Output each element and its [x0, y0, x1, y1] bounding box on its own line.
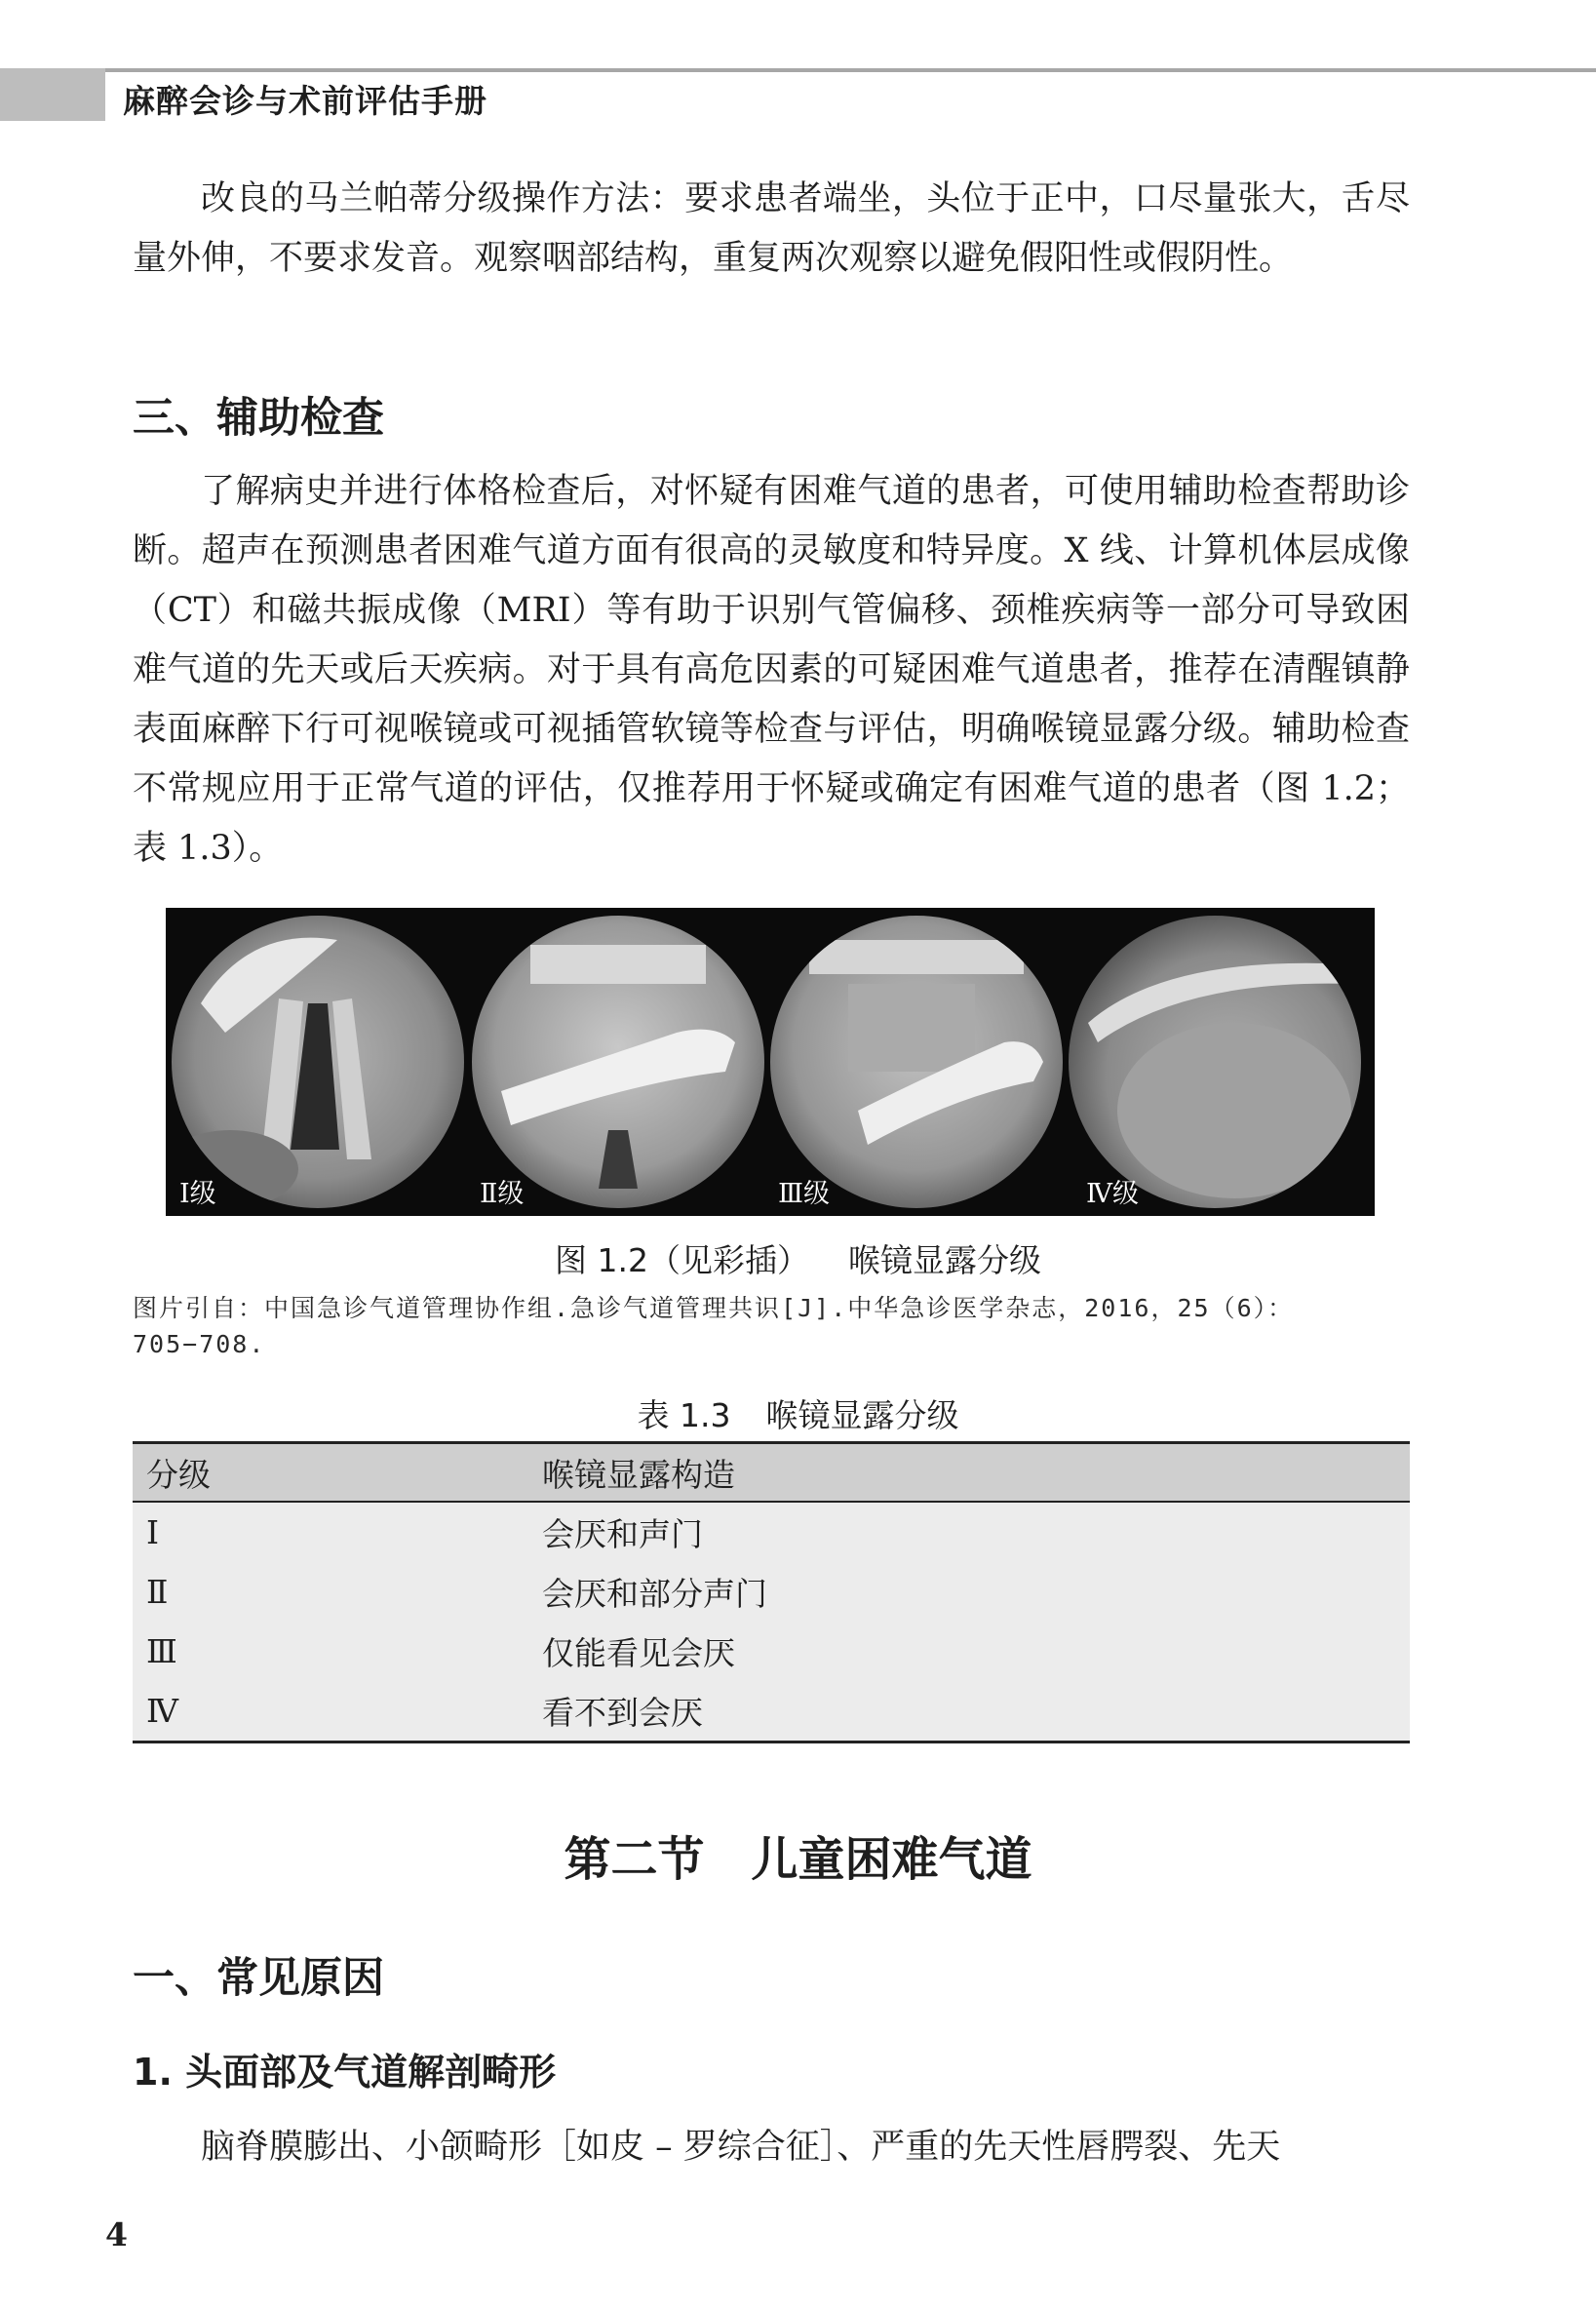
header-rule	[105, 68, 1596, 72]
laryngoscope-grade-table	[133, 1441, 1410, 1743]
running-header-title: 麻醉会诊与术前评估手册	[123, 82, 487, 120]
table-cell-grade: Ⅰ	[133, 1502, 528, 1562]
figure-source-note: 图片引自：中国急诊气道管理协作组.急诊气道管理共识[J].中华急诊医学杂志，2016，25（6）：705−708.	[133, 1294, 1295, 1358]
table-row	[133, 1681, 1410, 1742]
table-cell-grade: Ⅳ	[133, 1681, 528, 1742]
laryngoscope-image-grade-1	[172, 916, 464, 1208]
figure-caption-number: 图 1.2（见彩插）	[555, 1241, 809, 1279]
table-header-structure: 喉镜显露构造	[528, 1443, 1410, 1503]
laryngoscope-image-grade-2	[472, 916, 764, 1208]
table-cell-grade: Ⅲ	[133, 1622, 528, 1681]
figure-label-grade-4: Ⅳ级	[1086, 1179, 1139, 1209]
malformation-paragraph: 脑脊膜膨出、小颌畸形［如皮 – 罗综合征］、严重的先天性唇腭裂、先天	[201, 2128, 1281, 2167]
figure-caption	[0, 1235, 1596, 1281]
section-heading-auxiliary-exam: 三、辅助检查	[133, 394, 384, 443]
intro-paragraph: 改良的马兰帕蒂分级操作方法：要求患者端坐，头位于正中，口尽量张大，舌尽量外伸，不要求发音。观察咽部结构，重复两次观察以避免假阳性或假阴性。	[133, 179, 1410, 278]
table-caption	[0, 1390, 1596, 1436]
table-row	[133, 1502, 1410, 1562]
table-header-row	[133, 1443, 1410, 1503]
table-caption-number: 表 1.3	[637, 1396, 731, 1434]
figure-label-grade-2: Ⅱ级	[480, 1179, 525, 1209]
table-cell-structure: 仅能看见会厌	[528, 1622, 1410, 1681]
table-cell-structure: 看不到会厌	[528, 1681, 1410, 1742]
laryngoscope-figure	[166, 908, 1375, 1216]
figure-caption-text: 喉镜显露分级	[847, 1241, 1041, 1279]
table-row	[133, 1562, 1410, 1622]
figure-label-grade-1: Ⅰ级	[179, 1179, 216, 1209]
table-caption-text: 喉镜显露分级	[765, 1396, 959, 1434]
item-heading-anatomical-malformation: 1. 头面部及气道解剖畸形	[133, 2051, 557, 2094]
auxiliary-exam-paragraph: 了解病史并进行体格检查后，对怀疑有困难气道的患者，可使用辅助检查帮助诊断。超声在预测患者困难气道方面有很高的灵敏度和特异度。X 线、计算机体层成像（CT）和磁共振成像（MRI）等有助于识别气管偏移、颈椎疾病等一部分可导致困难气道的先天或后天疾病。对于具有高危因素的可疑困难气道患者，推荐在清醒镇静表面麻醉下行可视喉镜或可视插管软镜等检查与评估，明确喉镜显露分级。辅助检查不常规应用于正常气道的评估，仅推荐用于怀疑或确定有困难气道的患者（图 1.2；表 1.3）。	[133, 472, 1410, 868]
laryngoscope-image-grade-4	[1069, 916, 1361, 1208]
figure-label-grade-3: Ⅲ级	[778, 1179, 831, 1209]
table-cell-grade: Ⅱ	[133, 1562, 528, 1622]
header-gray-band	[0, 68, 105, 121]
laryngoscope-image-grade-3	[770, 916, 1063, 1208]
page-number: 4	[105, 2215, 128, 2253]
table-row	[133, 1622, 1410, 1681]
table-header-grade: 分级	[133, 1443, 528, 1503]
table-cell-structure: 会厌和声门	[528, 1502, 1410, 1562]
section-title-pediatric-difficult-airway: 第二节 儿童困难气道	[564, 1832, 1032, 1887]
subsection-heading-common-causes: 一、常见原因	[133, 1954, 384, 2003]
table-cell-structure: 会厌和部分声门	[528, 1562, 1410, 1622]
